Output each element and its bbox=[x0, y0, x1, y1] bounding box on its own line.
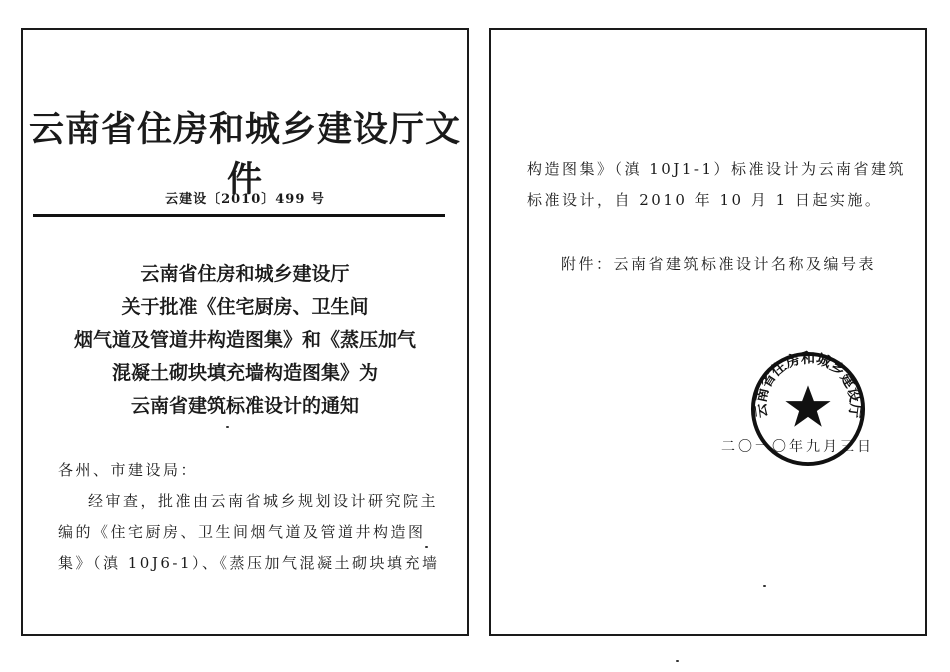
body-line: 构造图集》（滇 10J1-1）标准设计为云南省建筑 bbox=[527, 160, 907, 178]
notice-title-line: 关于批准《住宅厨房、卫生间 bbox=[121, 296, 369, 318]
document-number: 云建设〔2010〕499 号 bbox=[165, 192, 325, 207]
body-line: 标准设计，自 2010 年 10 月 1 日起实施。 bbox=[527, 191, 883, 209]
header-divider bbox=[33, 214, 445, 217]
right-page bbox=[489, 28, 927, 636]
seal-text: 云南省住房和城乡建设厅 bbox=[753, 350, 863, 419]
notice-title-line: 云南省住房和城乡建设厅 bbox=[140, 263, 350, 285]
official-seal bbox=[749, 350, 867, 468]
notice-title-line: 云南省建筑标准设计的通知 bbox=[130, 395, 359, 417]
scan-speck bbox=[676, 660, 679, 662]
scan-speck bbox=[425, 546, 428, 548]
document-header-title: 云南省住房和城乡建设厅文件 bbox=[28, 109, 461, 200]
notice-title-line: 烟气道及管道井构造图集》和《蒸压加气 bbox=[73, 329, 416, 351]
body-line: 编的《住宅厨房、卫生间烟气道及管道井构造图 bbox=[58, 523, 426, 541]
body-paragraph-continued bbox=[527, 154, 907, 216]
body-line: 集》（滇 10J6-1）、《蒸压加气混凝土砌块填充墙 bbox=[58, 554, 440, 572]
scan-speck bbox=[763, 585, 766, 587]
attachment-note: 附件：云南省建筑标准设计名称及编号表 bbox=[561, 255, 877, 273]
notice-title bbox=[23, 258, 467, 423]
body-paragraph bbox=[58, 486, 444, 579]
star-icon bbox=[785, 385, 830, 426]
notice-title-line: 混凝土砌块填充墙构造图集》为 bbox=[111, 362, 378, 384]
scan-speck bbox=[226, 426, 229, 428]
body-line: 经审查，批准由云南省城乡规划设计研究院主 bbox=[88, 492, 439, 510]
issue-date: 二〇一〇年九月三日 bbox=[721, 439, 874, 455]
addressee: 各州、市建设局： bbox=[58, 461, 199, 479]
left-page bbox=[21, 28, 469, 636]
